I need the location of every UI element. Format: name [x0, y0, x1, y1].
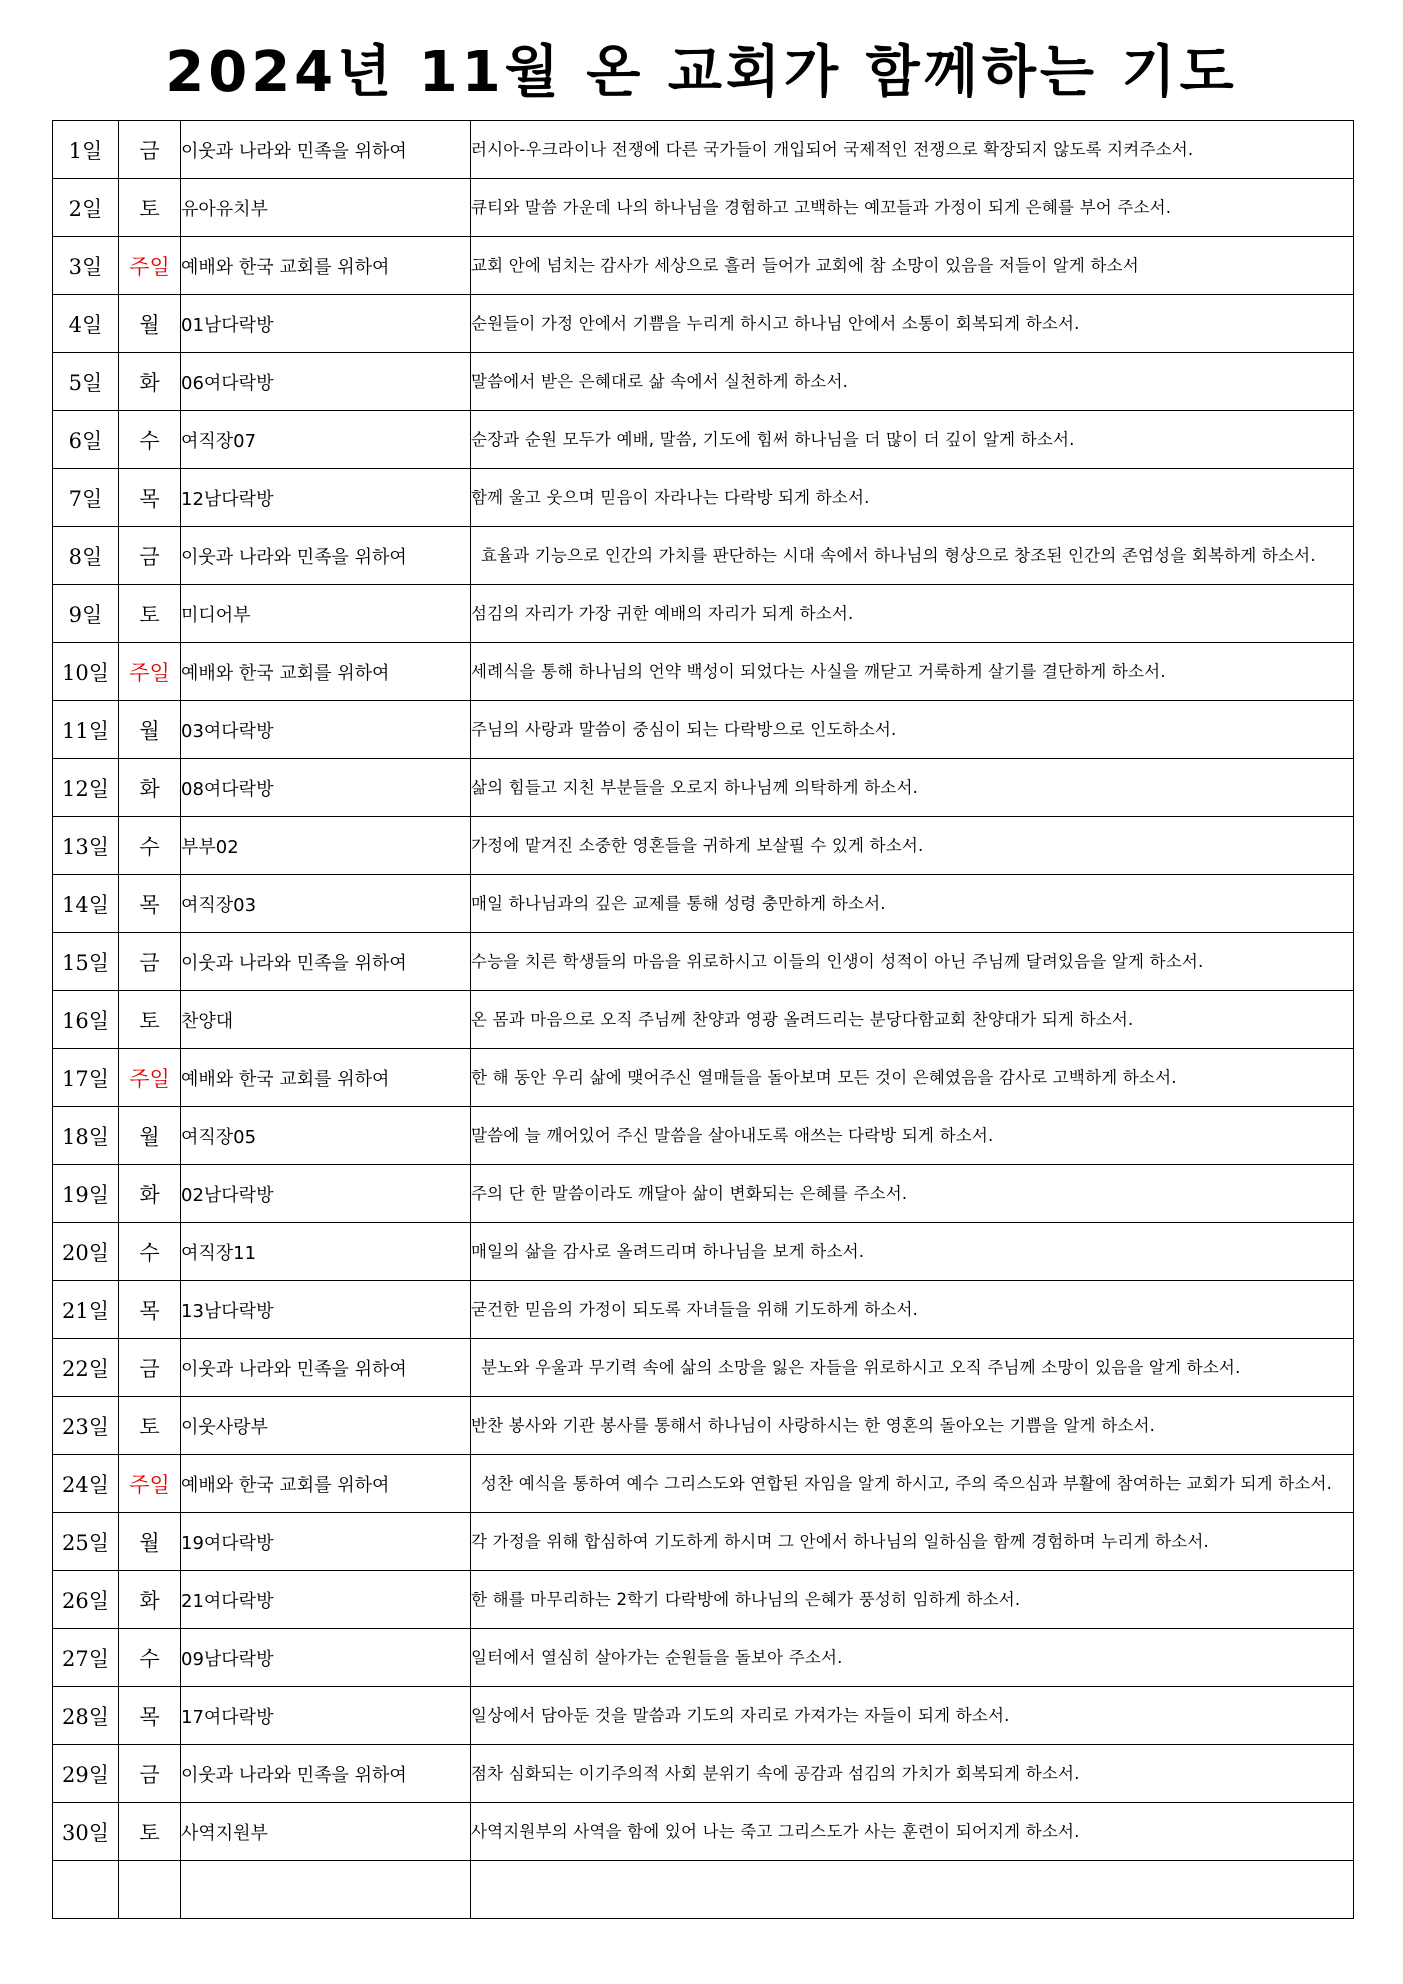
- day-cell: 18일: [53, 1107, 119, 1165]
- prayer-target-cell: 미디어부: [181, 585, 471, 643]
- prayer-target-cell: 이웃과 나라와 민족을 위하여: [181, 527, 471, 585]
- prayer-target-cell: 08여다락방: [181, 759, 471, 817]
- prayer-target-cell: 찬양대: [181, 991, 471, 1049]
- day-cell: 16일: [53, 991, 119, 1049]
- weekday-cell: 주일: [119, 1455, 181, 1513]
- weekday-cell: 주일: [119, 643, 181, 701]
- day-cell: 23일: [53, 1397, 119, 1455]
- table-row: [53, 1049, 1354, 1107]
- table-row: [53, 759, 1354, 817]
- prayer-text-cell: 굳건한 믿음의 가정이 되도록 자녀들을 위해 기도하게 하소서.: [471, 1281, 1354, 1339]
- table-row: [53, 527, 1354, 585]
- weekday-cell: 목: [119, 469, 181, 527]
- prayer-target-cell: 12남다락방: [181, 469, 471, 527]
- day-cell: 28일: [53, 1687, 119, 1745]
- prayer-target-cell: 21여다락방: [181, 1571, 471, 1629]
- prayer-target-cell: 여직장03: [181, 875, 471, 933]
- table-row: [53, 1861, 1354, 1919]
- table-row: [53, 1745, 1354, 1803]
- prayer-target-cell: 여직장07: [181, 411, 471, 469]
- prayer-text-cell: 일상에서 담아둔 것을 말씀과 기도의 자리로 가져가는 자들이 되게 하소서.: [471, 1687, 1354, 1745]
- table-row: [53, 1687, 1354, 1745]
- prayer-text-cell: 성찬 예식을 통하여 예수 그리스도와 연합된 자임을 알게 하시고, 주의 죽으심과 부활에 참여하는 교회가 되게 하소서.: [471, 1455, 1354, 1513]
- day-cell: 21일: [53, 1281, 119, 1339]
- prayer-text-cell: 섬김의 자리가 가장 귀한 예배의 자리가 되게 하소서.: [471, 585, 1354, 643]
- prayer-target-cell: 예배와 한국 교회를 위하여: [181, 237, 471, 295]
- prayer-text-cell: 반찬 봉사와 기관 봉사를 통해서 하나님이 사랑하시는 한 영혼의 돌아오는 기쁨을 알게 하소서.: [471, 1397, 1354, 1455]
- day-cell: 1일: [53, 121, 119, 179]
- table-row: [53, 1455, 1354, 1513]
- prayer-text-cell: 말씀에서 받은 은혜대로 삶 속에서 실천하게 하소서.: [471, 353, 1354, 411]
- table-row: [53, 1165, 1354, 1223]
- day-cell: 17일: [53, 1049, 119, 1107]
- prayer-target-cell: 이웃과 나라와 민족을 위하여: [181, 121, 471, 179]
- prayer-text-cell: 주의 단 한 말씀이라도 깨달아 삶이 변화되는 은혜를 주소서.: [471, 1165, 1354, 1223]
- weekday-cell: 토: [119, 585, 181, 643]
- prayer-text-cell: 러시아-우크라이나 전쟁에 다른 국가들이 개입되어 국제적인 전쟁으로 확장되지 않도록 지켜주소서.: [471, 121, 1354, 179]
- prayer-target-cell: 사역지원부: [181, 1803, 471, 1861]
- day-cell: 30일: [53, 1803, 119, 1861]
- prayer-text-cell: 삶의 힘들고 지친 부분들을 오로지 하나님께 의탁하게 하소서.: [471, 759, 1354, 817]
- prayer-text-cell: 각 가정을 위해 합심하여 기도하게 하시며 그 안에서 하나님의 일하심을 함께 경험하며 누리게 하소서.: [471, 1513, 1354, 1571]
- weekday-cell: 금: [119, 933, 181, 991]
- prayer-target-cell: 예배와 한국 교회를 위하여: [181, 1455, 471, 1513]
- prayer-text-cell: 수능을 치른 학생들의 마음을 위로하시고 이들의 인생이 성적이 아닌 주님께 달려있음을 알게 하소서.: [471, 933, 1354, 991]
- prayer-rows: [53, 121, 1354, 1919]
- day-cell: 5일: [53, 353, 119, 411]
- weekday-cell: 화: [119, 353, 181, 411]
- table-row: [53, 353, 1354, 411]
- prayer-text-cell: 세례식을 통해 하나님의 언약 백성이 되었다는 사실을 깨닫고 거룩하게 살기를 결단하게 하소서.: [471, 643, 1354, 701]
- prayer-text-cell: 한 해를 마무리하는 2학기 다락방에 하나님의 은혜가 풍성히 임하게 하소서.: [471, 1571, 1354, 1629]
- day-cell: 13일: [53, 817, 119, 875]
- weekday-cell: 수: [119, 817, 181, 875]
- day-cell: 19일: [53, 1165, 119, 1223]
- table-row: [53, 1571, 1354, 1629]
- page-title: 2024년 11월 온 교회가 함께하는 기도: [165, 40, 1238, 105]
- prayer-text-cell: 온 몸과 마음으로 오직 주님께 찬양과 영광 올려드리는 분당다함교회 찬양대가 되게 하소서.: [471, 991, 1354, 1049]
- weekday-cell: 월: [119, 1107, 181, 1165]
- prayer-text-cell: 순원들이 가정 안에서 기쁨을 누리게 하시고 하나님 안에서 소통이 회복되게 하소서.: [471, 295, 1354, 353]
- table-row: [53, 179, 1354, 237]
- weekday-cell: 금: [119, 527, 181, 585]
- prayer-target-cell: 13남다락방: [181, 1281, 471, 1339]
- day-cell: 25일: [53, 1513, 119, 1571]
- prayer-target-cell: 부부02: [181, 817, 471, 875]
- weekday-cell: 수: [119, 411, 181, 469]
- prayer-target-cell: 이웃과 나라와 민족을 위하여: [181, 1339, 471, 1397]
- day-cell: 22일: [53, 1339, 119, 1397]
- prayer-target-cell: [181, 1861, 471, 1919]
- weekday-cell: 토: [119, 1803, 181, 1861]
- prayer-target-cell: 이웃사랑부: [181, 1397, 471, 1455]
- weekday-cell: 월: [119, 295, 181, 353]
- prayer-text-cell: 효율과 기능으로 인간의 가치를 판단하는 시대 속에서 하나님의 형상으로 창조된 인간의 존엄성을 회복하게 하소서.: [471, 527, 1354, 585]
- table-row: [53, 121, 1354, 179]
- weekday-cell: 수: [119, 1223, 181, 1281]
- day-cell: 11일: [53, 701, 119, 759]
- prayer-target-cell: 예배와 한국 교회를 위하여: [181, 1049, 471, 1107]
- day-cell: 14일: [53, 875, 119, 933]
- table-row: [53, 991, 1354, 1049]
- prayer-target-cell: 06여다락방: [181, 353, 471, 411]
- day-cell: 15일: [53, 933, 119, 991]
- day-cell: 4일: [53, 295, 119, 353]
- weekday-cell: 토: [119, 991, 181, 1049]
- weekday-cell: 금: [119, 1745, 181, 1803]
- day-cell: 3일: [53, 237, 119, 295]
- prayer-text-cell: 큐티와 말씀 가운데 나의 하나님을 경험하고 고백하는 예꼬들과 가정이 되게 은혜를 부어 주소서.: [471, 179, 1354, 237]
- weekday-cell: [119, 1861, 181, 1919]
- prayer-text-cell: 가정에 맡겨진 소중한 영혼들을 귀하게 보살필 수 있게 하소서.: [471, 817, 1354, 875]
- prayer-target-cell: 유아유치부: [181, 179, 471, 237]
- day-cell: 10일: [53, 643, 119, 701]
- prayer-target-cell: 여직장11: [181, 1223, 471, 1281]
- table-row: [53, 585, 1354, 643]
- weekday-cell: 월: [119, 1513, 181, 1571]
- prayer-text-cell: 매일의 삶을 감사로 올려드리며 하나님을 보게 하소서.: [471, 1223, 1354, 1281]
- day-cell: 29일: [53, 1745, 119, 1803]
- table-row: [53, 237, 1354, 295]
- table-row: [53, 411, 1354, 469]
- weekday-cell: 주일: [119, 1049, 181, 1107]
- day-cell: [53, 1861, 119, 1919]
- prayer-target-cell: 19여다락방: [181, 1513, 471, 1571]
- prayer-text-cell: 사역지원부의 사역을 함에 있어 나는 죽고 그리스도가 사는 훈련이 되어지게 하소서.: [471, 1803, 1354, 1861]
- prayer-target-cell: 01남다락방: [181, 295, 471, 353]
- weekday-cell: 목: [119, 1281, 181, 1339]
- weekday-cell: 목: [119, 875, 181, 933]
- prayer-text-cell: 주님의 사랑과 말씀이 중심이 되는 다락방으로 인도하소서.: [471, 701, 1354, 759]
- weekday-cell: 화: [119, 759, 181, 817]
- table-row: [53, 933, 1354, 991]
- day-cell: 20일: [53, 1223, 119, 1281]
- table-row: [53, 469, 1354, 527]
- weekday-cell: 목: [119, 1687, 181, 1745]
- prayer-target-cell: 여직장05: [181, 1107, 471, 1165]
- table-row: [53, 1107, 1354, 1165]
- prayer-text-cell: 매일 하나님과의 깊은 교제를 통해 성령 충만하게 하소서.: [471, 875, 1354, 933]
- prayer-target-cell: 이웃과 나라와 민족을 위하여: [181, 1745, 471, 1803]
- day-cell: 2일: [53, 179, 119, 237]
- prayer-text-cell: 순장과 순원 모두가 예배, 말씀, 기도에 힘써 하나님을 더 많이 더 깊이 알게 하소서.: [471, 411, 1354, 469]
- day-cell: 24일: [53, 1455, 119, 1513]
- prayer-text-cell: 일터에서 열심히 살아가는 순원들을 돌보아 주소서.: [471, 1629, 1354, 1687]
- weekday-cell: 토: [119, 179, 181, 237]
- prayer-calendar-table: [52, 120, 1354, 1919]
- prayer-text-cell: 말씀에 늘 깨어있어 주신 말씀을 살아내도록 애쓰는 다락방 되게 하소서.: [471, 1107, 1354, 1165]
- table-row: [53, 817, 1354, 875]
- weekday-cell: 금: [119, 1339, 181, 1397]
- day-cell: 8일: [53, 527, 119, 585]
- table-row: [53, 1629, 1354, 1687]
- prayer-target-cell: 03여다락방: [181, 701, 471, 759]
- weekday-cell: 토: [119, 1397, 181, 1455]
- prayer-text-cell: 점차 심화되는 이기주의적 사회 분위기 속에 공감과 섬김의 가치가 회복되게 하소서.: [471, 1745, 1354, 1803]
- table-row: [53, 1397, 1354, 1455]
- day-cell: 26일: [53, 1571, 119, 1629]
- day-cell: 7일: [53, 469, 119, 527]
- table-row: [53, 1281, 1354, 1339]
- table-row: [53, 701, 1354, 759]
- prayer-target-cell: 17여다락방: [181, 1687, 471, 1745]
- weekday-cell: 금: [119, 121, 181, 179]
- table-row: [53, 1339, 1354, 1397]
- day-cell: 12일: [53, 759, 119, 817]
- day-cell: 27일: [53, 1629, 119, 1687]
- weekday-cell: 수: [119, 1629, 181, 1687]
- day-cell: 9일: [53, 585, 119, 643]
- table-row: [53, 1803, 1354, 1861]
- weekday-cell: 월: [119, 701, 181, 759]
- prayer-text-cell: 한 해 동안 우리 삶에 맺어주신 열매들을 돌아보며 모든 것이 은혜였음을 감사로 고백하게 하소서.: [471, 1049, 1354, 1107]
- weekday-cell: 주일: [119, 237, 181, 295]
- prayer-text-cell: 함께 울고 웃으며 믿음이 자라나는 다락방 되게 하소서.: [471, 469, 1354, 527]
- prayer-target-cell: 이웃과 나라와 민족을 위하여: [181, 933, 471, 991]
- prayer-target-cell: 02남다락방: [181, 1165, 471, 1223]
- table-row: [53, 875, 1354, 933]
- table-row: [53, 295, 1354, 353]
- prayer-text-cell: [471, 1861, 1354, 1919]
- prayer-target-cell: 예배와 한국 교회를 위하여: [181, 643, 471, 701]
- weekday-cell: 화: [119, 1165, 181, 1223]
- prayer-text-cell: 분노와 우울과 무기력 속에 삶의 소망을 잃은 자들을 위로하시고 오직 주님께 소망이 있음을 알게 하소서.: [471, 1339, 1354, 1397]
- table-row: [53, 1513, 1354, 1571]
- table-row: [53, 1223, 1354, 1281]
- day-cell: 6일: [53, 411, 119, 469]
- prayer-text-cell: 교회 안에 넘치는 감사가 세상으로 흘러 들어가 교회에 참 소망이 있음을 저들이 알게 하소서: [471, 237, 1354, 295]
- prayer-target-cell: 09남다락방: [181, 1629, 471, 1687]
- table-row: [53, 643, 1354, 701]
- weekday-cell: 화: [119, 1571, 181, 1629]
